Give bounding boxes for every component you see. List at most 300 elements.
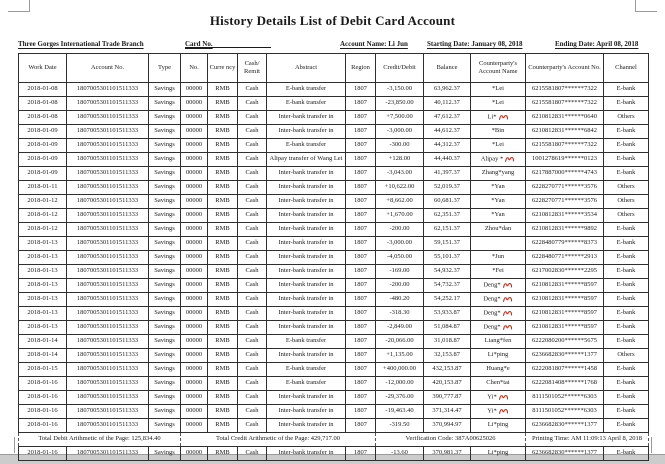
cell-type: Savings <box>149 349 181 363</box>
cell-abstract: E-bank transfer <box>267 97 346 111</box>
cell-cash-remit: Cash <box>238 97 267 111</box>
cell-no: 00000 <box>181 195 208 209</box>
table-row <box>19 97 649 111</box>
cell-counterparty-account-no: 6228480771******2913 <box>526 251 604 265</box>
cell-counterparty-name <box>471 293 526 307</box>
handwritten-red-mark-icon <box>498 113 509 121</box>
cell-currency: RMB <box>208 349 238 363</box>
cell-currency: RMB <box>208 237 238 251</box>
cell-counterparty-name <box>471 223 526 237</box>
cell-region: 1807 <box>346 139 376 153</box>
cell-counterparty-name <box>471 237 526 251</box>
cell-counterparty-account-no: 6222081408******1768 <box>526 377 604 391</box>
cell-no: 00000 <box>181 293 208 307</box>
cell-cash-remit: Cash <box>238 167 267 181</box>
cell-no: 00000 <box>181 83 208 97</box>
cell-work-date: 2018-01-16 <box>19 419 67 433</box>
cell-balance: 54,252.17 <box>424 293 471 307</box>
column-header-7: Region <box>346 54 376 83</box>
cell-type: Savings <box>149 83 181 97</box>
cell-credit-debit: +1,670.00 <box>376 209 424 223</box>
verification-code: Verification Code: 387A00625026 <box>376 433 526 447</box>
cell-work-date: 2018-01-13 <box>19 265 67 279</box>
column-header-12: Channel <box>604 54 649 83</box>
cell-counterparty-name <box>471 391 526 405</box>
cell-cash-remit: Cash <box>238 293 267 307</box>
cell-currency: RMB <box>208 307 238 321</box>
cell-no: 00000 <box>181 363 208 377</box>
counterparty-name-text: Li*ping <box>487 351 509 359</box>
cell-balance: 47,612.37 <box>424 111 471 125</box>
cell-counterparty-account-no: 6217002830******2295 <box>526 265 604 279</box>
cell-type: Savings <box>149 265 181 279</box>
cell-credit-debit: +7,500.00 <box>376 111 424 125</box>
cell-currency: RMB <box>208 377 238 391</box>
cell-region: 1807 <box>346 279 376 293</box>
page-margin-mark-bottom-left <box>14 437 15 453</box>
cell-cash-remit: Cash <box>238 153 267 167</box>
cell-currency: RMB <box>208 223 238 237</box>
cell-counterparty-account-no: 6210812831******8597 <box>526 307 604 321</box>
cell-counterparty-account-no: 6236682830******1377 <box>526 419 604 433</box>
cell-counterparty-name <box>471 139 526 153</box>
cell-account-no: 1807005301101511333 <box>67 307 149 321</box>
cell-no: 00000 <box>181 349 208 363</box>
cell-currency: RMB <box>208 335 238 349</box>
cell-currency: RMB <box>208 83 238 97</box>
counterparty-name-text: Zhang*yang <box>481 169 515 177</box>
table-row <box>19 307 649 321</box>
cell-counterparty-account-no: 8111501052******6303 <box>526 405 604 419</box>
cell-channel: E-bank <box>604 405 649 419</box>
cell-balance: 44,312.37 <box>424 139 471 153</box>
cell-credit-debit: +400,000.00 <box>376 363 424 377</box>
cell-credit-debit: +10,622.00 <box>376 181 424 195</box>
cell-channel: E-bank <box>604 363 649 377</box>
cell-account-no: 1807005301101511333 <box>67 321 149 335</box>
cell-account-no: 1807005301101511333 <box>67 139 149 153</box>
cell-balance: 370,994.97 <box>424 419 471 433</box>
cell-counterparty-account-no: 6228480779******8373 <box>526 237 604 251</box>
cell-region: 1807 <box>346 377 376 391</box>
column-header-4: Curre ncy <box>208 54 238 83</box>
cell-region: 1807 <box>346 293 376 307</box>
cell-counterparty-name <box>471 153 526 167</box>
cell-no: 00000 <box>181 237 208 251</box>
cell-counterparty-name <box>471 97 526 111</box>
page-margin-mark-top-right <box>635 0 657 12</box>
column-header-6: Abstract <box>267 54 346 83</box>
cell-currency: RMB <box>208 195 238 209</box>
cell-no: 00000 <box>181 447 208 461</box>
cell-account-no: 1807005301101511333 <box>67 419 149 433</box>
cell-cash-remit: Cash <box>238 363 267 377</box>
handwritten-red-mark-icon <box>498 407 509 415</box>
counterparty-name-text: Yi* <box>487 407 497 415</box>
cell-currency: RMB <box>208 419 238 433</box>
cell-counterparty-account-no: 6210812831******8597 <box>526 321 604 335</box>
branch-name: Three Gorges International Trade Branch <box>18 40 144 48</box>
column-header-5: Cash/ Remit <box>238 54 267 83</box>
table-row <box>19 209 649 223</box>
cell-type: Savings <box>149 405 181 419</box>
cell-type: Savings <box>149 195 181 209</box>
cell-currency: RMB <box>208 293 238 307</box>
cell-counterparty-name <box>471 363 526 377</box>
table-row <box>19 251 649 265</box>
counterparty-name-text: Zhou*dan <box>484 225 512 233</box>
cell-account-no: 1807005301101511333 <box>67 111 149 125</box>
cell-type: Savings <box>149 139 181 153</box>
cell-type: Savings <box>149 125 181 139</box>
cell-channel: Others <box>604 209 649 223</box>
page-margin-mark-bottom-right <box>651 437 652 453</box>
cell-counterparty-name <box>471 209 526 223</box>
table-row <box>19 349 649 363</box>
cell-cash-remit: Cash <box>238 377 267 391</box>
page-title: History Details List of Debit Card Account <box>209 13 456 28</box>
page-margin-mark-top-left <box>8 0 30 12</box>
cell-cash-remit: Cash <box>238 209 267 223</box>
cell-abstract: E-bank transfer <box>267 335 346 349</box>
cell-balance: 32,153.87 <box>424 349 471 363</box>
handwritten-red-mark-icon <box>502 281 513 289</box>
column-header-2: Type <box>149 54 181 83</box>
cell-work-date: 2018-01-09 <box>19 125 67 139</box>
cell-counterparty-name <box>471 83 526 97</box>
card-no-text: Card No. <box>185 40 213 48</box>
cell-credit-debit: -29,376.00 <box>376 391 424 405</box>
cell-balance: 432,153.87 <box>424 363 471 377</box>
cell-channel: E-bank <box>604 167 649 181</box>
cell-counterparty-name <box>471 251 526 265</box>
cell-credit-debit: -19,463.40 <box>376 405 424 419</box>
table-row <box>19 447 649 461</box>
cell-channel: E-bank <box>604 377 649 391</box>
cell-currency: RMB <box>208 153 238 167</box>
cell-balance: 54,732.37 <box>424 279 471 293</box>
cell-cash-remit: Cash <box>238 391 267 405</box>
cell-counterparty-account-no: 6210812831******0640 <box>526 111 604 125</box>
handwritten-red-mark-icon <box>502 295 513 303</box>
cell-type: Savings <box>149 223 181 237</box>
cell-region: 1807 <box>346 251 376 265</box>
cell-work-date: 2018-01-13 <box>19 307 67 321</box>
cell-type: Savings <box>149 111 181 125</box>
printing-time: Printing Time: AM 11:09:13 April 8, 2018 <box>526 433 649 447</box>
cell-type: Savings <box>149 237 181 251</box>
cell-work-date: 2018-01-14 <box>19 335 67 349</box>
cell-no: 00000 <box>181 321 208 335</box>
cell-currency: RMB <box>208 251 238 265</box>
cell-balance: 420,153.87 <box>424 377 471 391</box>
cell-abstract: Inter-bank transfer in <box>267 293 346 307</box>
cell-cash-remit: Cash <box>238 335 267 349</box>
cell-cash-remit: Cash <box>238 111 267 125</box>
cell-account-no: 1807005301101511333 <box>67 349 149 363</box>
cell-currency: RMB <box>208 447 238 461</box>
cell-balance: 53,933.87 <box>424 307 471 321</box>
cell-counterparty-account-no: 6236682830******1377 <box>526 447 604 461</box>
cell-currency: RMB <box>208 97 238 111</box>
cell-region: 1807 <box>346 405 376 419</box>
cell-account-no: 1807005301101511333 <box>67 293 149 307</box>
cell-no: 00000 <box>181 405 208 419</box>
table-row <box>19 293 649 307</box>
cell-no: 00000 <box>181 279 208 293</box>
cell-account-no: 1807005301101511333 <box>67 223 149 237</box>
cell-counterparty-account-no: 6217887000******4743 <box>526 167 604 181</box>
account-name: Account Name: Li Jun <box>340 40 408 48</box>
cell-region: 1807 <box>346 419 376 433</box>
cell-counterparty-name <box>471 181 526 195</box>
cell-currency: RMB <box>208 391 238 405</box>
cell-account-no: 1807005301101511333 <box>67 363 149 377</box>
cell-work-date: 2018-01-16 <box>19 405 67 419</box>
cell-counterparty-account-no: 1001278619******0123 <box>526 153 604 167</box>
cell-counterparty-account-no: 6210812831******9892 <box>526 223 604 237</box>
cell-abstract: E-bank transfer <box>267 139 346 153</box>
cell-abstract: E-bank transfer <box>267 377 346 391</box>
cell-work-date: 2018-01-12 <box>19 209 67 223</box>
cell-counterparty-account-no: 6210812831******6842 <box>526 125 604 139</box>
cell-abstract: Inter-bank transfer in <box>267 349 346 363</box>
cell-account-no: 1807005301101511333 <box>67 377 149 391</box>
cell-abstract: Inter-bank transfer in <box>267 195 346 209</box>
cell-no: 00000 <box>181 181 208 195</box>
cell-balance: 41,397.37 <box>424 167 471 181</box>
cell-currency: RMB <box>208 209 238 223</box>
cell-balance: 60,681.37 <box>424 195 471 209</box>
cell-work-date: 2018-01-13 <box>19 279 67 293</box>
table-row <box>19 153 649 167</box>
cell-counterparty-name <box>471 321 526 335</box>
cell-channel: E-bank <box>604 237 649 251</box>
statement-meta <box>0 40 665 52</box>
handwritten-red-mark-icon <box>502 309 513 317</box>
cell-cash-remit: Cash <box>238 125 267 139</box>
cell-type: Savings <box>149 97 181 111</box>
cell-counterparty-name <box>471 349 526 363</box>
cell-work-date: 2018-01-13 <box>19 237 67 251</box>
cell-counterparty-account-no: 6228270771******3576 <box>526 181 604 195</box>
counterparty-name-text: Deng* <box>483 295 501 303</box>
cell-type: Savings <box>149 363 181 377</box>
cell-region: 1807 <box>346 97 376 111</box>
cell-credit-debit: -12,000.00 <box>376 377 424 391</box>
cell-no: 00000 <box>181 97 208 111</box>
cell-abstract: Inter-bank transfer in <box>267 391 346 405</box>
cell-type: Savings <box>149 181 181 195</box>
cell-account-no: 1807005301101511333 <box>67 279 149 293</box>
cell-channel: E-bank <box>604 223 649 237</box>
cell-counterparty-name <box>471 279 526 293</box>
table-row <box>19 265 649 279</box>
table-row <box>19 125 649 139</box>
cell-counterparty-name <box>471 335 526 349</box>
cell-channel: E-bank <box>604 335 649 349</box>
cell-balance: 59,151.37 <box>424 237 471 251</box>
cell-balance: 54,932.37 <box>424 265 471 279</box>
cell-cash-remit: Cash <box>238 419 267 433</box>
column-header-11: Counterparty's Account No. <box>526 54 604 83</box>
cell-work-date: 2018-01-13 <box>19 293 67 307</box>
cell-type: Savings <box>149 307 181 321</box>
table-row <box>19 363 649 377</box>
cell-currency: RMB <box>208 139 238 153</box>
counterparty-name-text: *Yan <box>491 211 505 219</box>
cell-abstract: Inter-bank transfer in <box>267 279 346 293</box>
table-row <box>19 167 649 181</box>
cell-currency: RMB <box>208 181 238 195</box>
cell-work-date: 2018-01-15 <box>19 363 67 377</box>
handwritten-red-mark-icon <box>498 393 509 401</box>
cell-no: 00000 <box>181 153 208 167</box>
cell-account-no: 1807005301101511333 <box>67 251 149 265</box>
cell-work-date: 2018-01-12 <box>19 195 67 209</box>
cell-account-no: 1807005301101511333 <box>67 97 149 111</box>
cell-counterparty-account-no: 6215581807******7322 <box>526 139 604 153</box>
cell-type: Savings <box>149 153 181 167</box>
table-row <box>19 195 649 209</box>
cell-channel: Others <box>604 181 649 195</box>
counterparty-name-text: *Lei <box>492 141 504 149</box>
cell-abstract: Inter-bank transfer in <box>267 237 346 251</box>
cell-no: 00000 <box>181 251 208 265</box>
cell-counterparty-account-no: 6210812831******3534 <box>526 209 604 223</box>
cell-counterparty-account-no: 6222081807******1458 <box>526 363 604 377</box>
cell-account-no: 1807005301101511333 <box>67 125 149 139</box>
cell-cash-remit: Cash <box>238 265 267 279</box>
cell-account-no: 1807005301101511333 <box>67 83 149 97</box>
cell-counterparty-name <box>471 265 526 279</box>
cell-no: 00000 <box>181 307 208 321</box>
counterparty-name-text: Li* <box>487 113 497 121</box>
cell-abstract: Inter-bank transfer in <box>267 209 346 223</box>
cell-credit-debit: +128.00 <box>376 153 424 167</box>
table-row <box>19 223 649 237</box>
cell-cash-remit: Cash <box>238 405 267 419</box>
cell-balance: 371,314.47 <box>424 405 471 419</box>
handwritten-red-mark-icon <box>504 155 515 163</box>
counterparty-name-text: Li*ping <box>487 421 509 429</box>
cell-currency: RMB <box>208 279 238 293</box>
cell-counterparty-account-no: 6215581807******7322 <box>526 83 604 97</box>
cell-work-date: 2018-01-08 <box>19 83 67 97</box>
cell-type: Savings <box>149 391 181 405</box>
cell-no: 00000 <box>181 223 208 237</box>
cell-abstract: Inter-bank transfer in <box>267 167 346 181</box>
cell-account-no: 1807005301101511333 <box>67 209 149 223</box>
cell-channel: Others <box>604 349 649 363</box>
cell-channel: E-bank <box>604 321 649 335</box>
cell-cash-remit: Cash <box>238 83 267 97</box>
cell-channel: Others <box>604 195 649 209</box>
table-row <box>19 405 649 419</box>
cell-no: 00000 <box>181 167 208 181</box>
table-row <box>19 321 649 335</box>
cell-channel: E-bank <box>604 293 649 307</box>
cell-channel: Others <box>604 111 649 125</box>
cell-credit-debit: -3,150.00 <box>376 83 424 97</box>
cell-credit-debit: +1,135.00 <box>376 349 424 363</box>
counterparty-name-text: *Yan <box>491 197 505 205</box>
cell-counterparty-account-no: 6210812831******8597 <box>526 279 604 293</box>
cell-account-no: 1807005301101511333 <box>67 447 149 461</box>
cell-account-no: 1807005301101511333 <box>67 391 149 405</box>
cell-account-no: 1807005301101511333 <box>67 181 149 195</box>
cell-channel: E-bank <box>604 279 649 293</box>
cell-region: 1807 <box>346 223 376 237</box>
cell-no: 00000 <box>181 139 208 153</box>
cell-credit-debit: -23,850.00 <box>376 97 424 111</box>
cell-counterparty-account-no: 6210812831******8597 <box>526 293 604 307</box>
cell-currency: RMB <box>208 125 238 139</box>
cell-channel: E-bank <box>604 391 649 405</box>
cell-work-date: 2018-01-08 <box>19 111 67 125</box>
cell-credit-debit: -200.00 <box>376 223 424 237</box>
cell-account-no: 1807005301101511333 <box>67 237 149 251</box>
cell-counterparty-account-no: 8111501052******6303 <box>526 391 604 405</box>
cell-counterparty-name <box>471 111 526 125</box>
cell-account-no: 1807005301101511333 <box>67 195 149 209</box>
cell-counterparty-account-no: 6215581807******7322 <box>526 97 604 111</box>
cell-work-date: 2018-01-16 <box>19 391 67 405</box>
cell-channel: E-bank <box>604 97 649 111</box>
cell-channel: E-bank <box>604 153 649 167</box>
cell-channel: E-bank <box>604 419 649 433</box>
counterparty-name-text: Alipay * <box>480 155 504 163</box>
cell-no: 00000 <box>181 125 208 139</box>
cell-region: 1807 <box>346 209 376 223</box>
cell-currency: RMB <box>208 111 238 125</box>
cell-account-no: 1807005301101511333 <box>67 335 149 349</box>
table-row <box>19 391 649 405</box>
table-row <box>19 377 649 391</box>
cell-account-no: 1807005301101511333 <box>67 153 149 167</box>
cell-abstract: E-bank transfer <box>267 363 346 377</box>
cell-balance: 40,112.37 <box>424 97 471 111</box>
cell-no: 00000 <box>181 209 208 223</box>
cell-abstract: Inter-bank transfer in <box>267 265 346 279</box>
cell-cash-remit: Cash <box>238 237 267 251</box>
counterparty-name-text: Yi* <box>487 393 497 401</box>
cell-work-date: 2018-01-08 <box>19 97 67 111</box>
cell-balance: 370,981.37 <box>424 447 471 461</box>
cell-abstract: Inter-bank transfer in <box>267 447 346 461</box>
cell-work-date: 2018-01-11 <box>19 181 67 195</box>
counterparty-name-text: Liang*fen <box>484 337 512 345</box>
cell-region: 1807 <box>346 153 376 167</box>
cell-account-no: 1807005301101511333 <box>67 167 149 181</box>
cell-type: Savings <box>149 335 181 349</box>
cell-balance: 62,151.37 <box>424 223 471 237</box>
cell-abstract: Inter-bank transfer in <box>267 125 346 139</box>
cell-currency: RMB <box>208 321 238 335</box>
counterparty-name-text: Chen*tai <box>486 379 510 387</box>
table-row <box>19 279 649 293</box>
column-header-9: Balance <box>424 54 471 83</box>
cell-type: Savings <box>149 209 181 223</box>
cell-no: 00000 <box>181 391 208 405</box>
cell-region: 1807 <box>346 307 376 321</box>
table-row <box>19 237 649 251</box>
cell-work-date: 2018-01-13 <box>19 251 67 265</box>
cell-credit-debit: -20,066.00 <box>376 335 424 349</box>
counterparty-name-text: Huang*e <box>486 365 510 373</box>
cell-abstract: Inter-bank transfer in <box>267 405 346 419</box>
starting-date: Starting Date: January 08, 2018 <box>427 40 523 48</box>
